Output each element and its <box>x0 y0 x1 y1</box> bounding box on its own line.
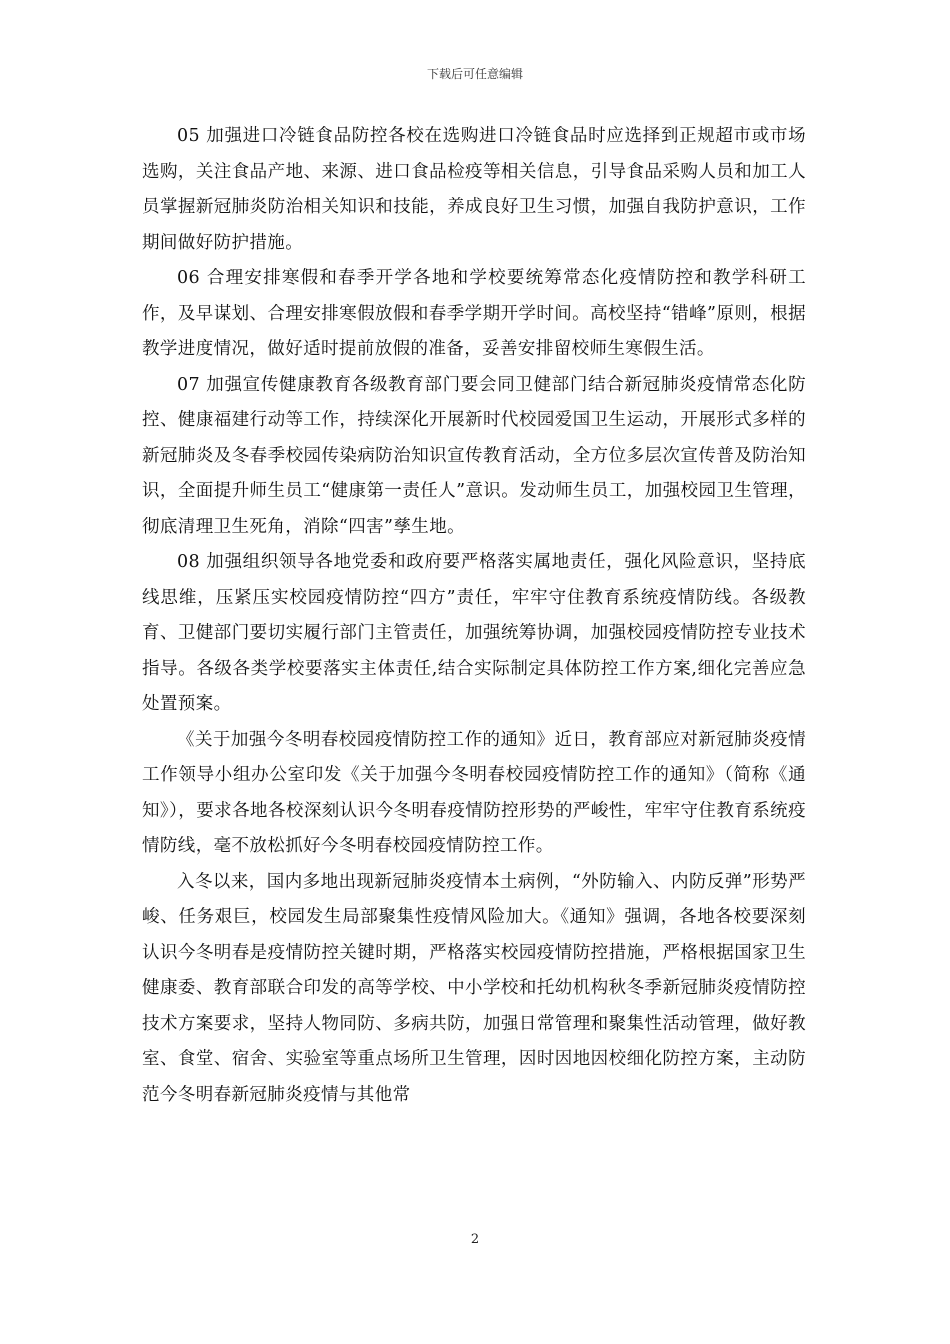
paragraph-08: 08 加强组织领导各地党委和政府要严格落实属地责任，强化风险意识，坚持底线思维，压紧压实校园疫情防控“四方”责任，牢牢守住教育系统疫情防线。各级教育、卫健部门要切实履行部门主管责任，加强统筹协调，加强校园疫情防控专业技术指导。各级各类学校要落实主体责任,结合实际制定具体防控工作方案,细化完善应急处置预案。 <box>142 552 806 714</box>
paragraph-winter: 入冬以来，国内多地出现新冠肺炎疫情本土病例，“外防输入、内防反弹”形势严峻、任务艰巨，校园发生局部聚集性疫情风险加大。《通知》强调，各地各校要深刻认识今冬明春是疫情防控关键时期，严格落实校园疫情防控措施，严格根据国家卫生健康委、教育部联合印发的高等学校、中小学校和托幼机构秋冬季新冠肺炎疫情防控技术方案要求，坚持人物同防、多病共防，加强日常管理和聚集性活动管理，做好教室、食堂、宿舍、实验室等重点场所卫生管理，因时因地因校细化防控方案，主动防范今冬明春新冠肺炎疫情与其他常 <box>142 871 806 1105</box>
page-number: 2 <box>470 1232 480 1247</box>
document-body <box>142 119 806 1113</box>
paragraph-06: 06 合理安排寒假和春季开学各地和学校要统筹常态化疫情防控和教学科研工作，及早谋划、合理安排寒假放假和春季学期开学时间。高校坚持“错峰”原则，根据教学进度情况，做好适时提前放假的准备，妥善安排留校师生寒假生活。 <box>142 268 806 359</box>
paragraph-notice: 《关于加强今冬明春校园疫情防控工作的通知》近日，教育部应对新冠肺炎疫情工作领导小组办公室印发《关于加强今冬明春校园疫情防控工作的通知》（简称《通知》），要求各地各校深刻认识今冬明春疫情防控形势的严峻性，牢牢守住教育系统疫情防线，毫不放松抓好今冬明春校园疫情防控工作。 <box>142 729 806 856</box>
page-header: 下载后可任意编辑 <box>426 67 523 81</box>
paragraph-05: 05 加强进口冷链食品防控各校在选购进口冷链食品时应选择到正规超市或市场选购，关注食品产地、来源、进口食品检疫等相关信息，引导食品采购人员和加工人员掌握新冠肺炎防治相关知识和技能，养成良好卫生习惯，加强自我防护意识，工作期间做好防护措施。 <box>142 126 806 253</box>
paragraph-07: 07 加强宣传健康教育各级教育部门要会同卫健部门结合新冠肺炎疫情常态化防控、健康福建行动等工作，持续深化开展新时代校园爱国卫生运动，开展形式多样的新冠肺炎及冬春季校园传染病防治知识宣传教育活动，全方位多层次宣传普及防治知识，全面提升师生员工“健康第一责任人”意识。发动师生员工，加强校园卫生管理，彻底清理卫生死角，消除“四害”孳生地。 <box>142 374 806 537</box>
